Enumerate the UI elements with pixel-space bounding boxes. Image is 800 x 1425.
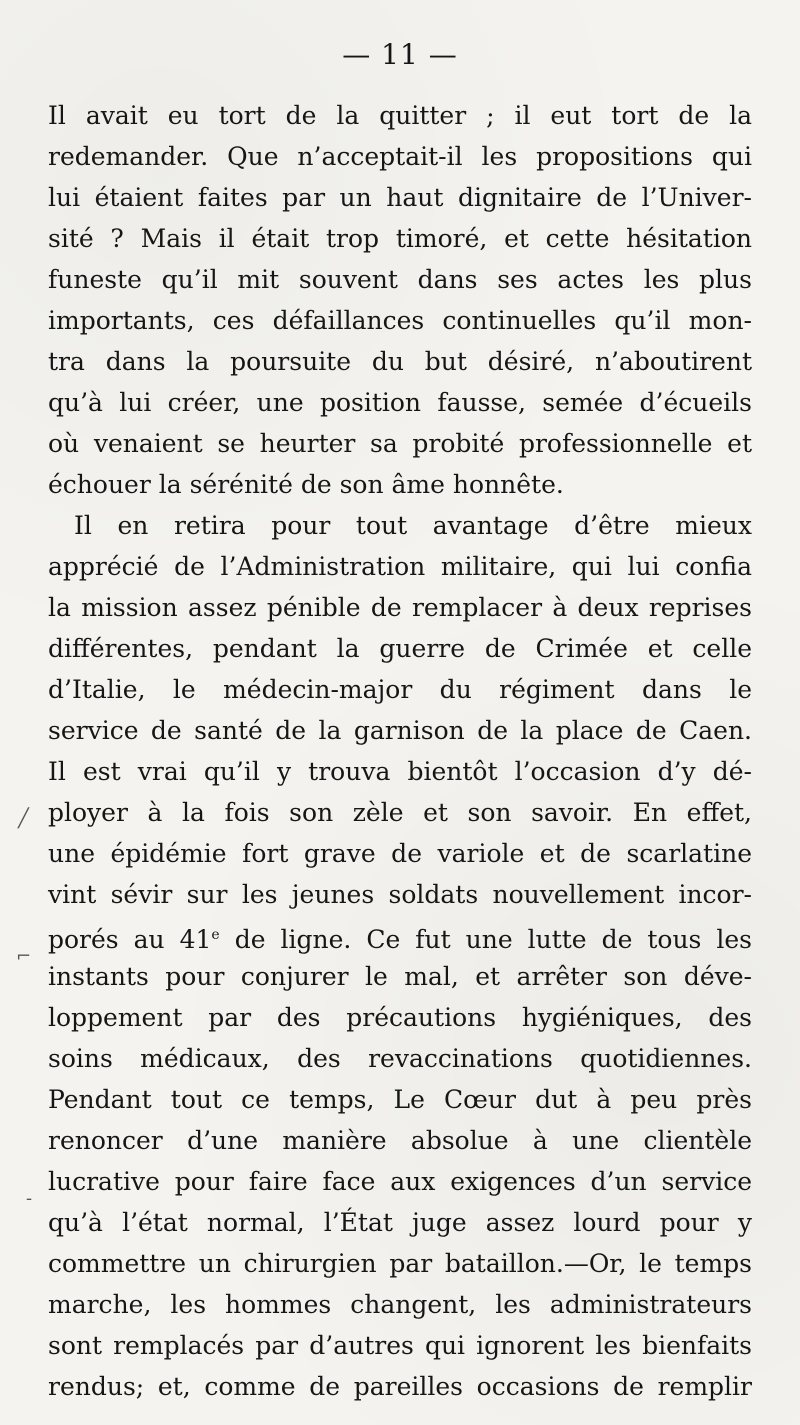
text-line: renoncer d’une manière absolue à une clientèle xyxy=(48,1126,752,1155)
text-line: tra dans la poursuite du but désiré, n’aboutirent xyxy=(48,347,752,376)
text-line: funeste qu’il mit souvent dans ses actes les plus xyxy=(48,265,752,294)
margin-mark: - xyxy=(26,1188,33,1209)
text-line: qu’à lui créer, une position fausse, semée d’écueils xyxy=(48,388,752,417)
text-line: marche, les hommes changent, les administrateurs xyxy=(48,1290,752,1319)
text-line: ployer à la fois son zèle et son savoir. En effet, xyxy=(48,798,752,827)
text-line: vint sévir sur les jeunes soldats nouvellement incor- xyxy=(48,880,752,909)
text-line: échouer la sérénité de son âme honnête. xyxy=(48,470,564,499)
text-line: commettre un chirurgien par bataillon.—Or, le temps xyxy=(48,1249,752,1278)
text-line-with-superscript xyxy=(48,915,752,956)
text-line: service de santé de la garnison de la place de Caen. xyxy=(48,716,752,745)
text-line: une épidémie fort grave de variole et de scarlatine xyxy=(48,839,752,868)
text-line: lui étaient faites par un haut dignitaire de l’Univer- xyxy=(48,183,752,212)
text-line: différentes, pendant la guerre de Crimée et celle xyxy=(48,634,752,663)
text-line: instants pour conjurer le mal, et arrêter son déve- xyxy=(48,962,752,991)
text-line: importants, ces défaillances continuelles qu’il mon- xyxy=(48,306,752,335)
text-fragment: de ligne. Ce fut une lutte de tous les xyxy=(219,925,752,954)
text-line: sité ? Mais il était trop timoré, et cette hésitation xyxy=(48,224,752,253)
margin-mark: ╱ xyxy=(18,808,29,829)
text-line: apprécié de l’Administration militaire, qui lui confia xyxy=(48,552,752,581)
text-line: qu’à l’état normal, l’État juge assez lourd pour y xyxy=(48,1208,752,1237)
text-line: où venaient se heurter sa probité professionnelle et xyxy=(48,429,752,458)
text-line: loppement par des précautions hygiéniques, des xyxy=(48,1003,752,1032)
text-line: redemander. Que n’acceptait-il les propositions qui xyxy=(48,142,752,171)
superscript: e xyxy=(211,927,220,943)
text-line: rendus; et, comme de pareilles occasions de remplir xyxy=(48,1372,752,1401)
text-line: Il avait eu tort de la quitter ; il eut tort de la xyxy=(48,101,752,130)
margin-mark: ⌐ xyxy=(16,946,32,967)
text-line: sont remplacés par d’autres qui ignorent les bienfaits xyxy=(48,1331,752,1360)
text-line: la mission assez pénible de remplacer à deux reprises xyxy=(48,593,752,622)
text-fragment: porés au 41 xyxy=(48,925,212,954)
text-line: Il est vrai qu’il y trouva bientôt l’occasion d’y dé- xyxy=(48,757,752,786)
text-line: Pendant tout ce temps, Le Cœur dut à peu près xyxy=(48,1085,752,1114)
text-line: soins médicaux, des revaccinations quotidiennes. xyxy=(48,1044,752,1073)
text-line: lucrative pour faire face aux exigences d’un service xyxy=(48,1167,752,1196)
text-line: d’Italie, le médecin-major du régiment dans le xyxy=(48,675,752,704)
body-text xyxy=(48,95,752,1407)
text-line: Il en retira pour tout avantage d’être mieux xyxy=(74,511,752,540)
page-number: — 11 — xyxy=(342,38,458,71)
